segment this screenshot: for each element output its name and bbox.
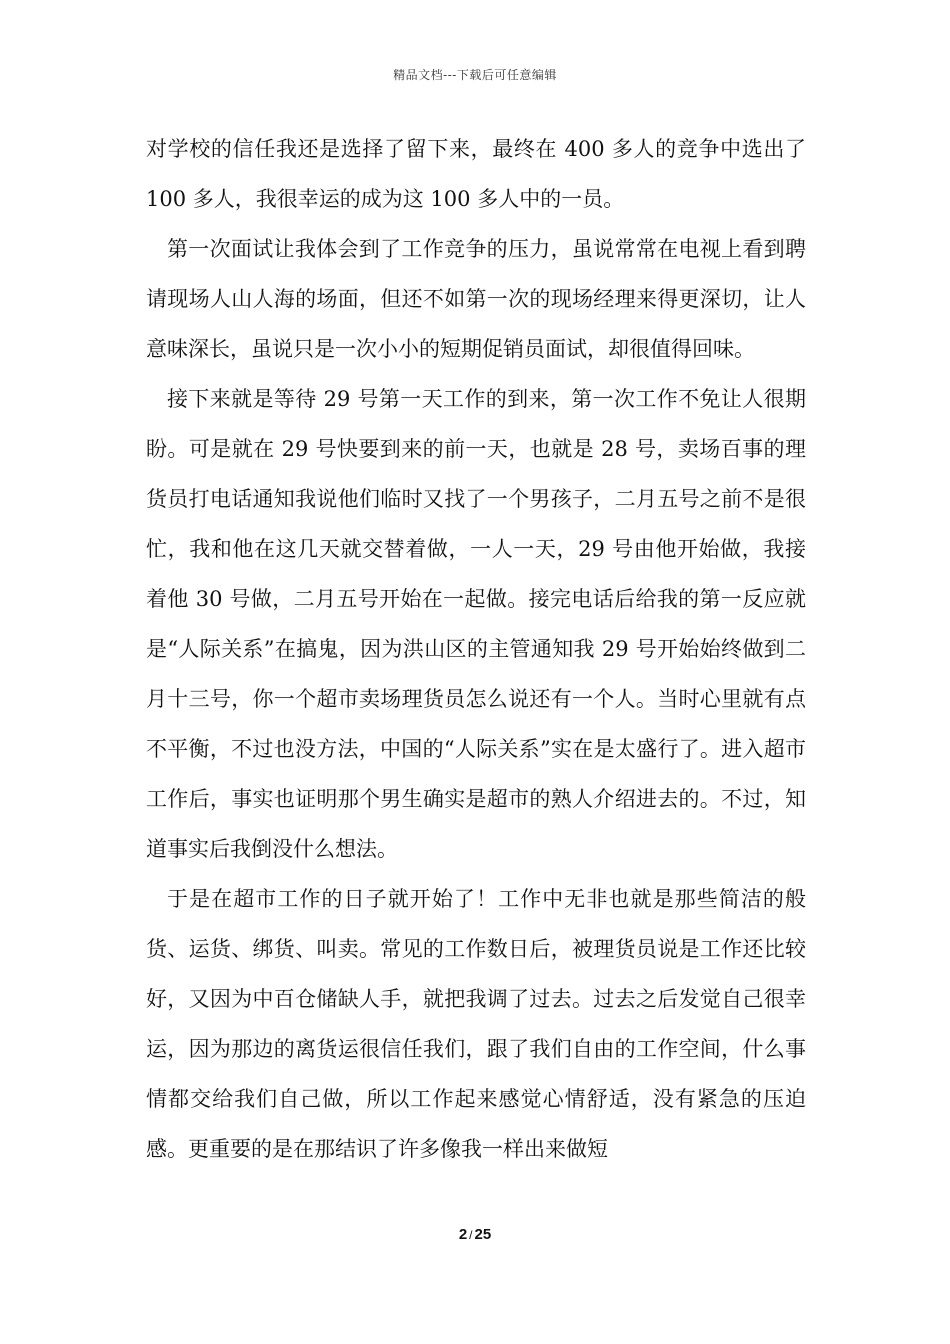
total-page-count: 25 — [474, 1226, 492, 1243]
body-text — [146, 124, 806, 1174]
current-page-number: 2 — [458, 1226, 468, 1243]
paragraph-4: 于是在超市工作的日子就开始了！工作中无非也就是那些简洁的般货、运货、绑货、叫卖。常见的工作数日后，被理货员说是工作还比较好，又因为中百仓储缺人手，就把我调了过去。过去之后发觉自己很幸运，因为那边的离货运很信任我们，跟了我们自由的工作空间，什么事情都交给我们自己做，所以工作起来感觉心情舒适，没有紧急的压迫感。更重要的是在那结识了许多像我一样出来做短 — [146, 887, 806, 1161]
page-header: 精品文档---下载后可任意编辑 — [393, 68, 557, 82]
page-number — [0, 1226, 950, 1243]
paragraph-3: 接下来就是等待 29 号第一天工作的到来，第一次工作不免让人很期盼。可是就在 29 号快要到来的前一天，也就是 28 号，卖场百事的理货员打电话通知我说他们临时又找了一个男孩子，二月五号之前不是很忙，我和他在这几天就交替着做，一人一天，29 号由他开始做，我接着他 30 号做，二月五号开始在一起做。接完电话后给我的第一反应就是“人际关系”在搞鬼，因为洪山区的主管通知我 29 号开始始终做到二月十三号，你一个超市卖场理货员怎么说还有一个人。当时心里就有点不平衡，不过也没方法，中国的“人际关系”实在是太盛行了。进入超市工作后，事实也证明那个男生确实是超市的熟人介绍进去的。不过，知道事实后我倒没什么想法。 — [146, 387, 806, 861]
page-number-separator: / — [469, 1228, 473, 1242]
paragraph-1: 对学校的信任我还是选择了留下来，最终在 400 多人的竞争中选出了 100 多人，我很幸运的成为这 100 多人中的一员。 — [146, 137, 806, 211]
paragraph-2: 第一次面试让我体会到了工作竞争的压力，虽说常常在电视上看到聘请现场人山人海的场面，但还不如第一次的现场经理来得更深切，让人意味深长，虽说只是一次小小的短期促销员面试，却很值得回味。 — [146, 237, 806, 361]
